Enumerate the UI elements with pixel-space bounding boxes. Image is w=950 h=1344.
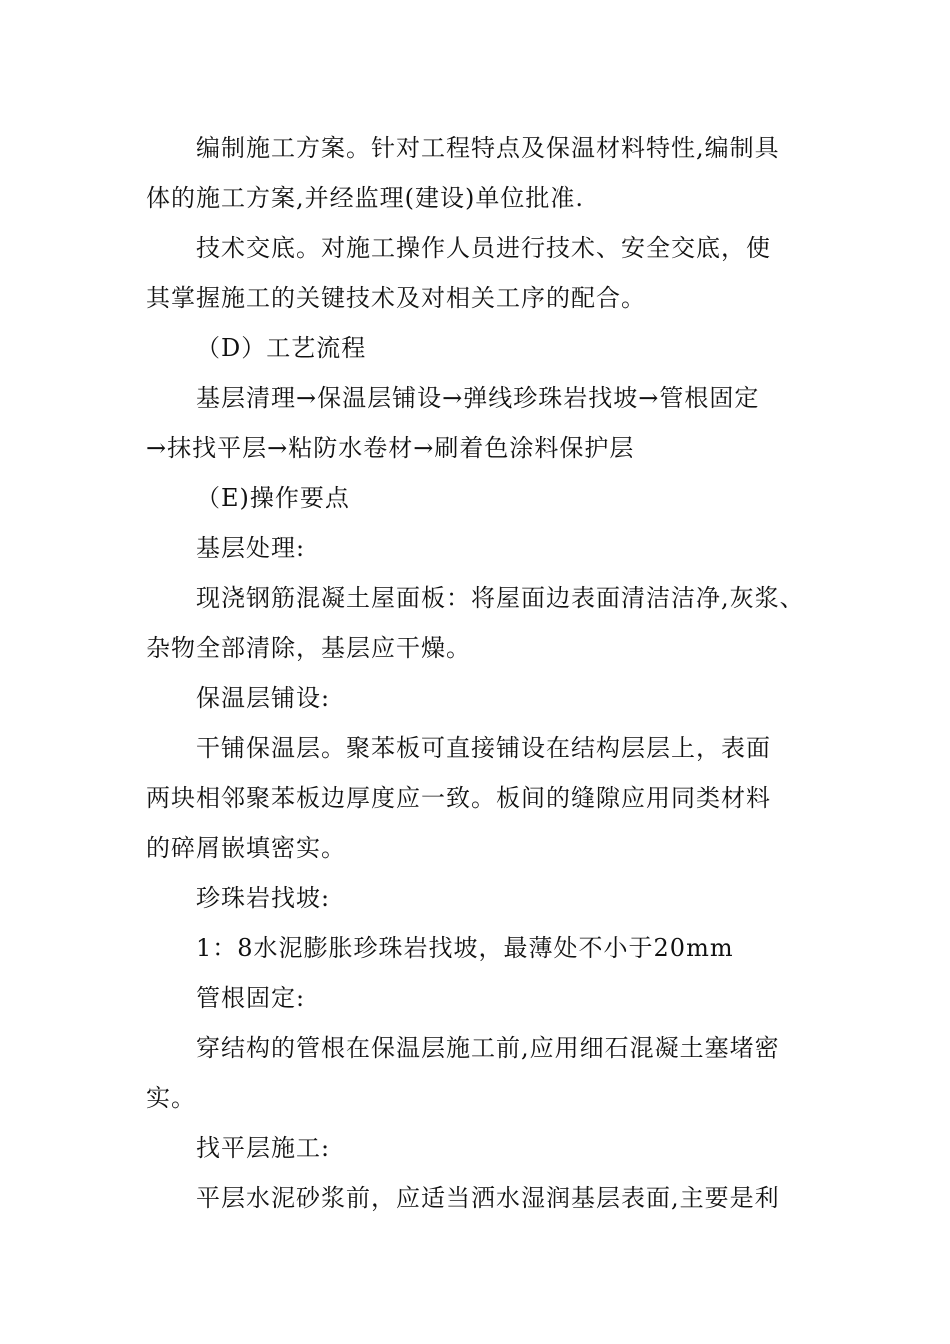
paragraph-line: 干铺保温层。聚苯板可直接铺设在结构层层上，表面 [196, 734, 771, 762]
paragraph-line: 两块相邻聚苯板边厚度应一致。板间的缝隙应用同类材料 [146, 784, 771, 812]
paragraph-line: 其掌握施工的关键技术及对相关工序的配合。 [146, 284, 646, 312]
section-heading: （D）工艺流程 [196, 334, 367, 362]
paragraph-line: 技术交底。对施工操作人员进行技术、安全交底，使 [196, 234, 771, 262]
paragraph-line: 穿结构的管根在保温层施工前,应用细石混凝土塞堵密 [196, 1034, 780, 1062]
paragraph-line: 平层水泥砂浆前，应适当洒水湿润基层表面,主要是利 [196, 1184, 780, 1212]
paragraph-line: 杂物全部清除，基层应干燥。 [146, 634, 471, 662]
paragraph-line: 现浇钢筋混凝土屋面板：将屋面边表面清洁洁净,灰浆、 [196, 584, 805, 612]
subheading: 管根固定: [196, 984, 306, 1012]
subheading: 保温层铺设: [196, 684, 331, 712]
paragraph-line: 基层清理→保温层铺设→弹线珍珠岩找坡→管根固定 [196, 384, 760, 412]
paragraph-line: 实。 [146, 1084, 196, 1112]
subheading: 基层处理: [196, 534, 306, 562]
paragraph-line: 的碎屑嵌填密实。 [146, 834, 346, 862]
section-heading: （E)操作要点 [196, 484, 350, 512]
paragraph-line: 1：8水泥膨胀珍珠岩找坡，最薄处不小于20mm [196, 934, 734, 962]
paragraph-line: 体的施工方案,并经监理(建设)单位批准. [146, 184, 584, 212]
paragraph-line: 编制施工方案。针对工程特点及保温材料特性,编制具 [196, 134, 780, 162]
paragraph-line: →抹找平层→粘防水卷材→刷着色涂料保护层 [146, 434, 635, 462]
subheading: 珍珠岩找坡: [196, 884, 331, 912]
subheading: 找平层施工: [196, 1134, 331, 1162]
